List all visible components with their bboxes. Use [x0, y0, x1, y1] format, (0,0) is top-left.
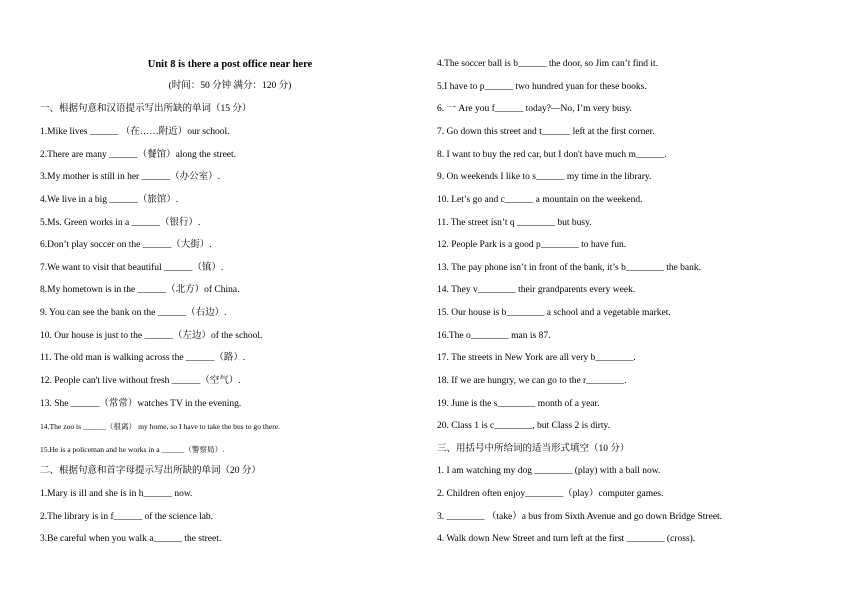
section1-item: 3.My mother is still in her ______（办公室）. — [40, 172, 220, 182]
section1-item: 5.Ms. Green works in a ______（银行）. — [40, 218, 201, 228]
section3-heading: 三、用括号中所给词的适当形式填空（10 分） — [437, 444, 630, 454]
section1-item: 6.Don’t play soccer on the ______（大街）. — [40, 240, 212, 250]
section2-item: 16.The o________ man is 87. — [437, 331, 551, 341]
section1-item: 7.We want to visit that beautiful ______（镇）. — [40, 263, 224, 273]
section1-item: 4.We live in a big ______（旅馆）. — [40, 195, 179, 205]
section2-heading: 二、根据句意和首字母提示写出所缺的单词（20 分） — [40, 466, 261, 476]
section2-item: 2.The library is in f______ of the science lab. — [40, 512, 214, 522]
section2-item: 12. People Park is a good p________ to have fun. — [437, 240, 627, 250]
page-title: Unit 8 is there a post office near here — [147, 59, 313, 70]
section1-heading: 一、根据句意和汉语提示写出所缺的单词（15 分） — [40, 104, 252, 114]
section3-item: 1. I am watching my dog ________ (play) with a ball now. — [437, 466, 661, 476]
section2-item: 7. Go down this street and t______ left at the first corner. — [437, 127, 655, 137]
section1-item: 9. You can see the bank on the ______（右边）. — [40, 308, 227, 318]
section1-item: 1.Mike lives ______ （在……附近）our school. — [40, 127, 230, 137]
section2-item: 5.I have to p______ two hundred yuan for these books. — [437, 82, 647, 92]
section1-item: 15.He is a policeman and he works in a ______（警察局）. — [40, 445, 225, 454]
section1-item: 11. The old man is walking across the ______（路）. — [40, 353, 246, 363]
section2-item: 19. June is the s________ month of a year. — [437, 399, 600, 409]
section2-item: 8. I want to buy the red car, but I don't have much m______. — [437, 150, 667, 160]
section2-item: 17. The streets in New York are all very b________. — [437, 353, 636, 363]
section2-item: 15. Our house is b________ a school and a vegetable market. — [437, 308, 671, 318]
section1-item: 13. She ______（常常）watches TV in the evening. — [40, 399, 242, 409]
section1-item: 12. People can't live without fresh ______（空气）. — [40, 376, 241, 386]
section2-item: 14. They v________ their grandparents every week. — [437, 285, 636, 295]
section3-item: 3. ________ （take）a bus from Sixth Avenue and go down Bridge Street. — [437, 512, 723, 522]
section2-item: 3.Be careful when you walk a______ the street. — [40, 534, 222, 544]
section2-item: 11. The street isn’t q ________ but busy. — [437, 218, 592, 228]
section2-item: 6. 一 Are you f______ today?—No, I’m very busy. — [437, 104, 632, 114]
section2-item: 1.Mary is ill and she is in h______ now. — [40, 489, 193, 499]
section2-item: 4.The soccer ball is b______ the door, so Jim can’t find it. — [437, 59, 659, 69]
section1-item: 2.There are many ______（餐馆）along the street. — [40, 150, 237, 160]
section2-item: 18. If we are hungry, we can go to the r________. — [437, 376, 627, 386]
section2-item: 10. Let’s go and c______ a mountain on the weekend. — [437, 195, 643, 205]
section1-item: 14.The zoo is ______（很离） my home, so I have to take the bus to go there. — [40, 422, 281, 431]
section3-item: 4. Walk down New Street and turn left at the first ________ (cross). — [437, 534, 696, 544]
section2-item: 20. Class 1 is c________, but Class 2 is dirty. — [437, 421, 611, 431]
section1-item: 10. Our house is just to the ______（左边）of the school. — [40, 331, 263, 341]
section2-item: 9. On weekends I like to s______ my time in the library. — [437, 172, 652, 182]
section3-item: 2. Children often enjoy________（play）computer games. — [437, 489, 664, 499]
section2-item: 13. The pay phone isn’t in front of the bank, it’s b________ the bank. — [437, 263, 702, 273]
section1-item: 8.My hometown is in the ______（北方）of China. — [40, 285, 240, 295]
page-subtitle: (时间：50 分钟 满分：120 分) — [168, 81, 292, 91]
